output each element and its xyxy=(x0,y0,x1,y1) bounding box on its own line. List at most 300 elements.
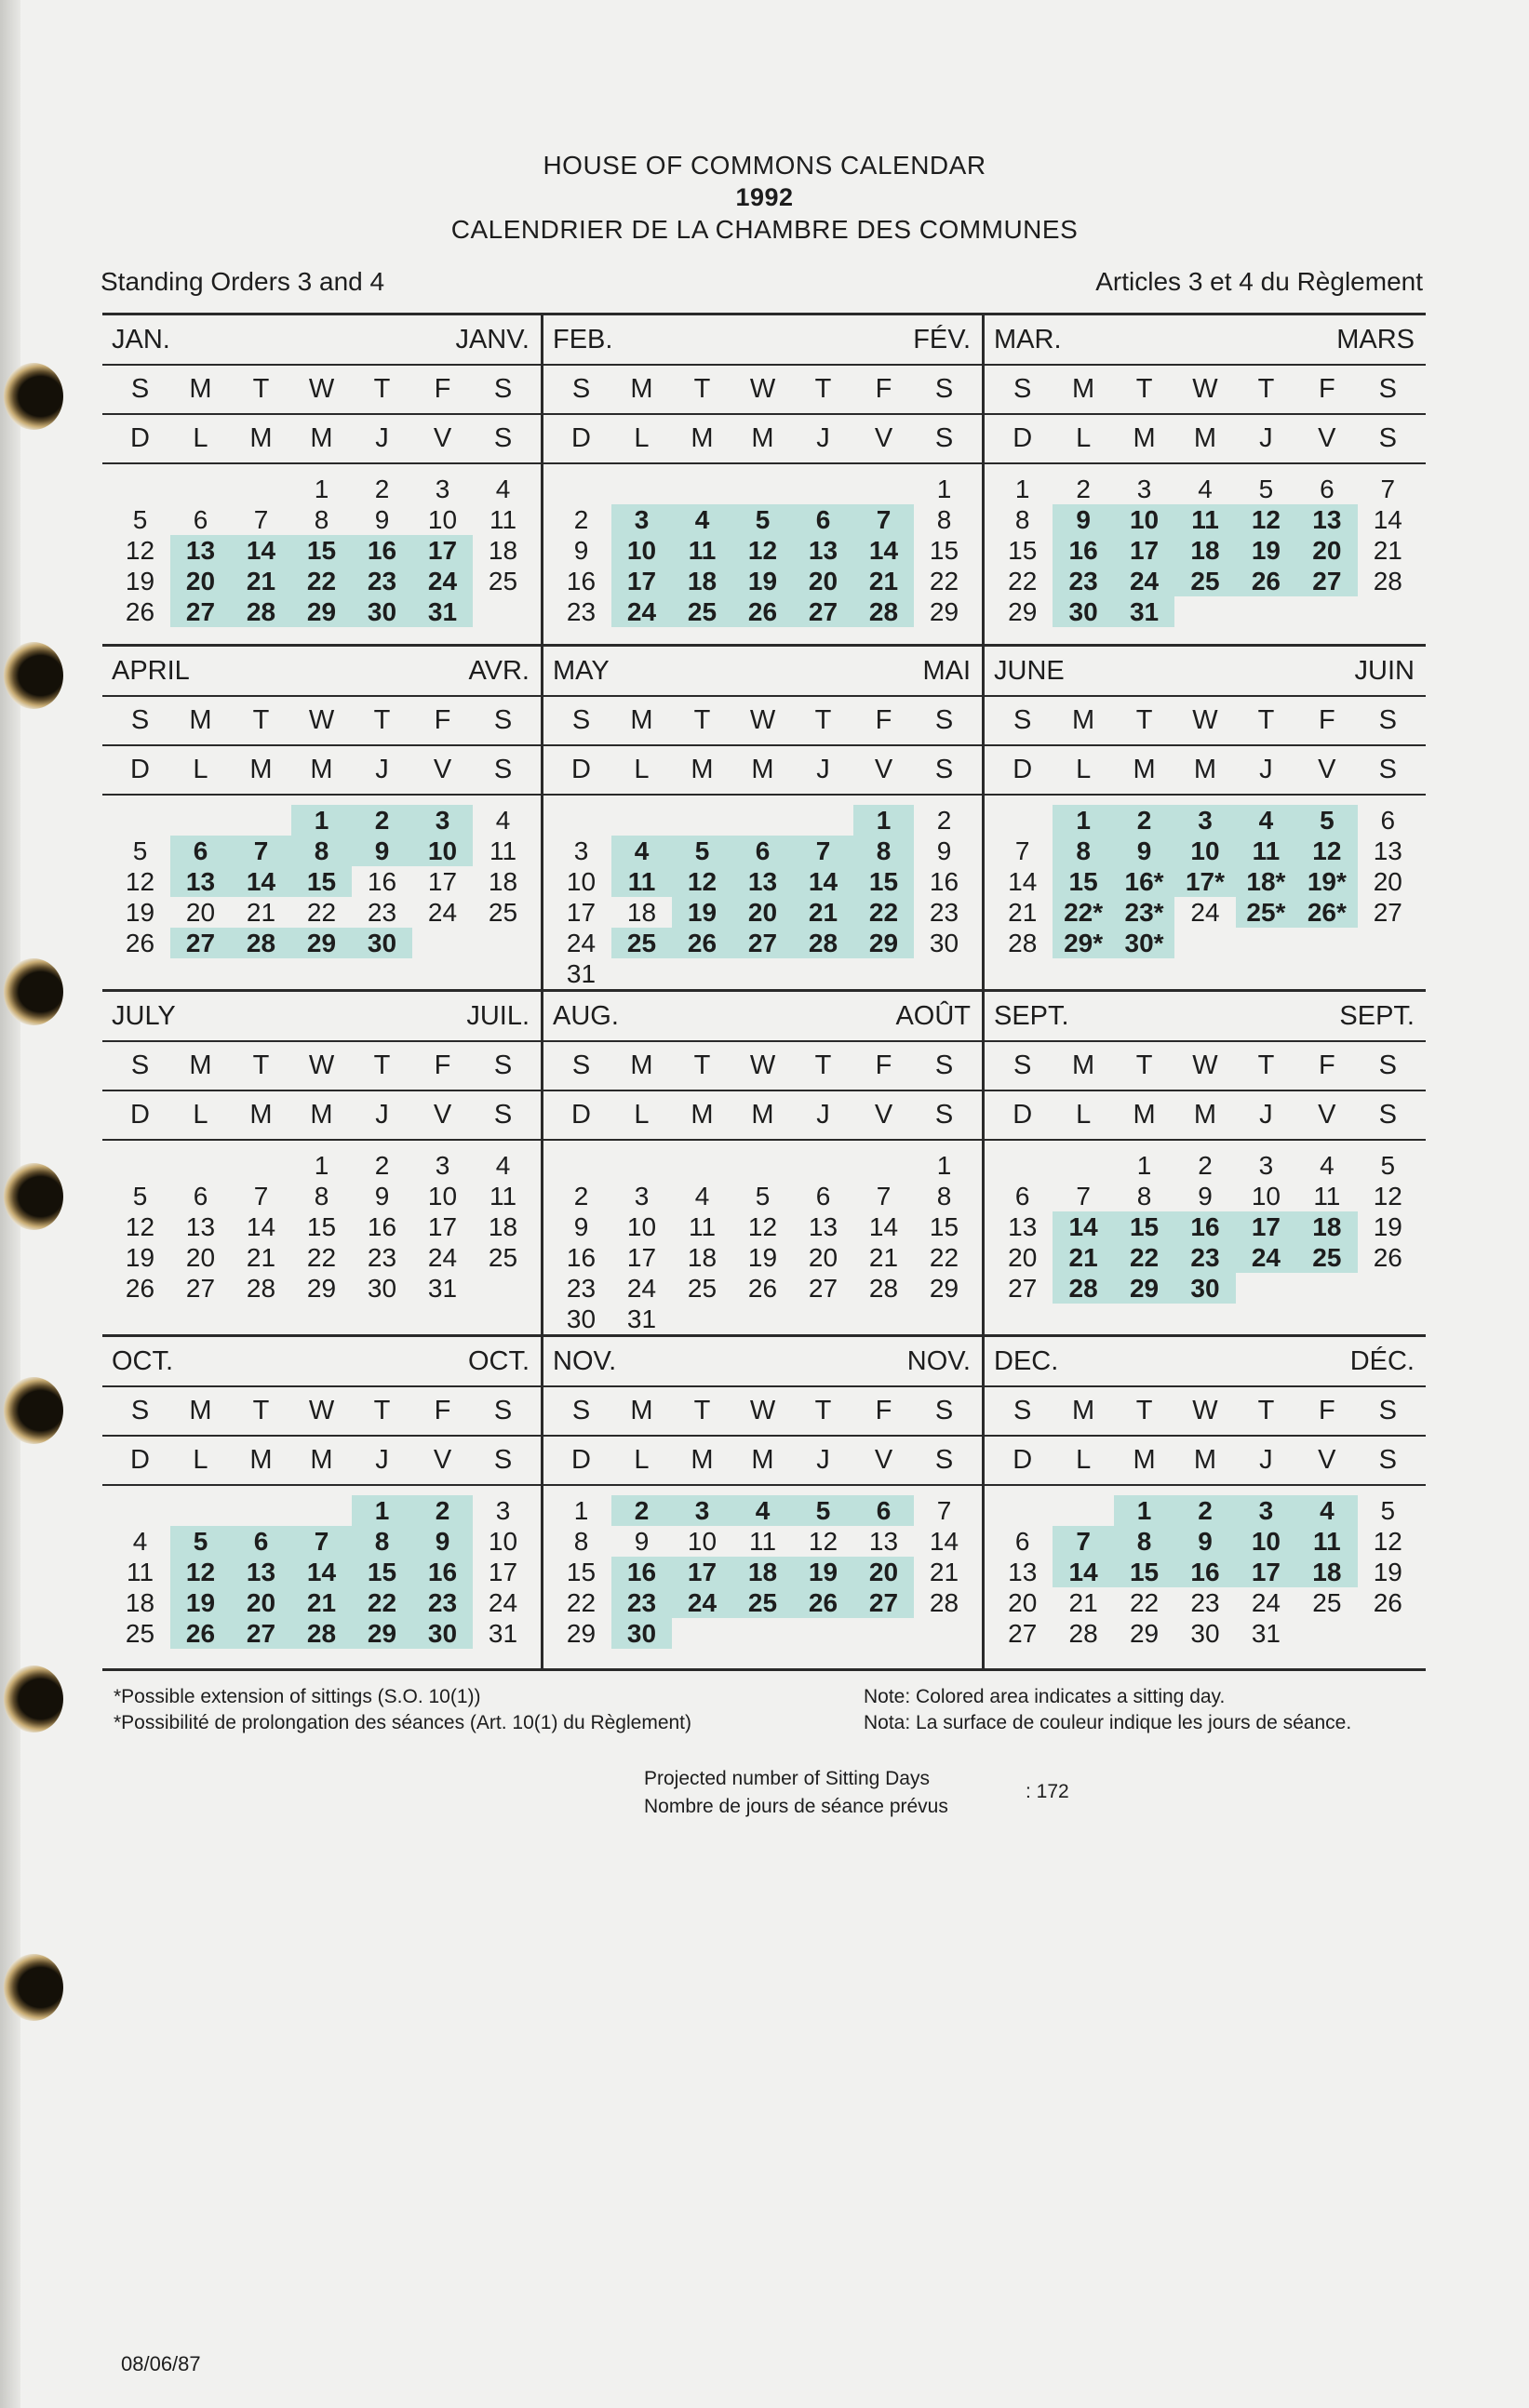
day-cell: 28 xyxy=(246,1274,276,1303)
day-cell: 4 xyxy=(495,806,511,835)
weekday-header-fr xyxy=(985,1437,1426,1486)
empty-cell xyxy=(732,1618,793,1649)
day-cell: 8 xyxy=(291,836,352,866)
week-row xyxy=(551,1557,974,1587)
day-cell: 5 xyxy=(793,1495,853,1526)
weekday-label: T xyxy=(373,1050,391,1080)
weekday-label: S xyxy=(493,374,513,404)
empty-cell xyxy=(853,1150,914,1181)
day-cell: 9 xyxy=(634,1527,650,1556)
empty-cell xyxy=(672,958,732,989)
day-cell: 3 xyxy=(573,836,589,865)
day-cell: 21 xyxy=(1068,1588,1098,1617)
weekday-label: V xyxy=(433,755,452,784)
weekday-label: D xyxy=(571,423,591,453)
day-cell: 9 xyxy=(1053,504,1113,535)
month-days xyxy=(985,464,1426,627)
month-days xyxy=(543,1141,982,1334)
day-cell: 15 xyxy=(566,1558,597,1586)
day-cell: 12 xyxy=(1236,504,1296,535)
week-row xyxy=(110,1150,533,1181)
weekday-label: L xyxy=(634,1445,650,1475)
day-cell: 22 xyxy=(1129,1588,1160,1617)
week-row xyxy=(551,1495,974,1526)
day-cell: 16 xyxy=(611,1557,672,1587)
day-cell: 23 xyxy=(566,1274,597,1303)
day-cell: 10 xyxy=(611,535,672,566)
week-row xyxy=(551,566,974,596)
month-name-fr: OCT. xyxy=(467,1345,530,1376)
month-days xyxy=(102,1486,541,1649)
weekday-label: M xyxy=(1133,755,1156,784)
day-cell: 8 xyxy=(1114,1526,1174,1557)
weekday-label: S xyxy=(1378,705,1397,735)
day-cell: 25 xyxy=(1296,1242,1357,1273)
day-cell: 6 xyxy=(231,1526,291,1557)
month-header xyxy=(985,992,1426,1042)
day-cell: 16 xyxy=(1174,1557,1235,1587)
day-cell: 26 xyxy=(793,1587,853,1618)
weekday-label: M xyxy=(1133,423,1156,453)
weekday-label: S xyxy=(493,1050,513,1080)
month-name-fr: FÉV. xyxy=(913,324,971,355)
standing-orders-fr: Articles 3 et 4 du Règlement xyxy=(1095,267,1423,296)
weekday-label: T xyxy=(693,374,711,404)
day-cell: 18 xyxy=(672,566,732,596)
day-cell: 12 xyxy=(808,1527,838,1556)
day-cell: 19 xyxy=(1236,535,1296,566)
day-cell: 12 xyxy=(125,536,155,565)
weekday-label: S xyxy=(934,1396,954,1425)
month-header xyxy=(543,1337,982,1387)
day-cell: 5 xyxy=(132,836,148,865)
day-cell: 12 xyxy=(672,866,732,897)
day-cell: 23 xyxy=(929,898,959,927)
day-cell: 14 xyxy=(231,535,291,566)
weekday-label: J xyxy=(816,755,830,784)
month-days xyxy=(543,464,982,627)
month-days xyxy=(543,796,982,989)
weekday-label: S xyxy=(130,1396,150,1425)
empty-cell xyxy=(110,1150,170,1181)
binder-hole-4 xyxy=(4,1163,63,1230)
day-cell: 29 xyxy=(291,596,352,627)
day-cell: 29 xyxy=(1008,597,1038,626)
day-cell: 4 xyxy=(672,504,732,535)
day-cell: 16 xyxy=(1174,1211,1235,1242)
weekday-label: M xyxy=(189,1396,212,1425)
day-cell: 11 xyxy=(489,1182,517,1211)
empty-cell xyxy=(611,474,672,504)
day-cell: 22 xyxy=(566,1588,597,1617)
empty-cell xyxy=(1296,1618,1357,1649)
empty-cell xyxy=(1358,1273,1418,1304)
title-french: CALENDRIER DE LA CHAMBRE DES COMMUNES xyxy=(450,215,1079,244)
weekday-label: F xyxy=(875,1050,892,1080)
standing-orders-en: Standing Orders 3 and 4 xyxy=(101,267,385,296)
day-cell: 7 xyxy=(876,1182,892,1211)
week-row xyxy=(992,1618,1418,1649)
weekday-label: S xyxy=(1378,374,1397,404)
weekday-label: W xyxy=(1192,1050,1218,1080)
weekday-label: J xyxy=(375,755,389,784)
month-11 xyxy=(985,1337,1426,1668)
weekday-label: J xyxy=(816,1100,830,1130)
day-cell: 23 xyxy=(566,597,597,626)
weekday-label: M xyxy=(751,1100,774,1130)
day-cell: 25 xyxy=(488,567,518,595)
weekday-label: M xyxy=(691,423,714,453)
day-cell: 5 xyxy=(132,1182,148,1211)
day-cell: 17 xyxy=(427,867,458,896)
day-cell: 1 xyxy=(291,805,352,836)
day-cell: 23 xyxy=(412,1587,473,1618)
day-cell: 8 xyxy=(1014,505,1030,534)
day-cell: 27 xyxy=(231,1618,291,1649)
day-cell: 16* xyxy=(1114,866,1174,897)
empty-cell xyxy=(914,958,974,989)
weekday-label: M xyxy=(751,423,774,453)
day-cell: 2 xyxy=(936,806,952,835)
month-days xyxy=(985,1486,1426,1649)
day-cell: 25* xyxy=(1236,897,1296,928)
day-cell: 7 xyxy=(1053,1526,1113,1557)
day-cell: 30 xyxy=(1053,596,1113,627)
day-cell: 30 xyxy=(929,929,959,957)
weekday-header-fr xyxy=(543,1091,982,1141)
empty-cell xyxy=(291,1495,352,1526)
month-name-fr: AVR. xyxy=(468,655,530,686)
week-row xyxy=(992,1150,1418,1181)
empty-cell xyxy=(231,1495,291,1526)
day-cell: 27 xyxy=(1373,898,1402,927)
weekday-header-fr xyxy=(985,746,1426,796)
empty-cell xyxy=(793,958,853,989)
footnote-extension-fr: *Possibilité de prolongation des séances (Art. 10(1) du Règlement) xyxy=(114,1712,692,1733)
month-header xyxy=(102,647,541,697)
day-cell: 29 xyxy=(291,928,352,958)
day-cell: 18 xyxy=(488,1212,518,1241)
day-cell: 10 xyxy=(1174,836,1235,866)
week-row xyxy=(110,805,533,836)
day-cell: 28 xyxy=(1068,1619,1098,1648)
week-row xyxy=(992,928,1418,958)
day-cell: 2 xyxy=(1198,1151,1213,1180)
day-cell: 6 xyxy=(793,504,853,535)
day-cell: 15 xyxy=(306,1212,337,1241)
month-name-en: NOV. xyxy=(553,1345,617,1376)
day-cell: 11 xyxy=(489,505,517,534)
week-row xyxy=(551,1181,974,1211)
empty-cell xyxy=(110,1495,170,1526)
weekday-label: J xyxy=(1259,423,1273,453)
day-cell: 22 xyxy=(306,1243,337,1272)
day-cell: 14 xyxy=(868,1212,899,1241)
empty-cell xyxy=(1174,928,1235,958)
day-cell: 11 xyxy=(126,1558,154,1586)
weekday-label: W xyxy=(308,1050,335,1080)
day-cell: 3 xyxy=(435,475,450,503)
day-cell: 17 xyxy=(488,1558,518,1586)
month-name-fr: JUIN xyxy=(1354,655,1415,686)
day-cell: 5 xyxy=(1296,805,1357,836)
weekday-label: S xyxy=(934,374,954,404)
day-cell: 25 xyxy=(1312,1588,1342,1617)
day-cell: 3 xyxy=(1136,475,1152,503)
weekday-label: V xyxy=(874,423,893,453)
day-cell: 27 xyxy=(1008,1619,1038,1648)
week-row xyxy=(551,897,974,928)
day-cell: 16 xyxy=(566,567,597,595)
weekday-label: S xyxy=(130,705,150,735)
day-cell: 17 xyxy=(566,898,597,927)
day-cell: 17 xyxy=(1236,1211,1296,1242)
month-name-en: JUNE xyxy=(994,655,1065,686)
day-cell: 30 xyxy=(566,1304,597,1333)
weekday-label: T xyxy=(1257,705,1275,735)
weekday-label: M xyxy=(249,1445,273,1475)
empty-cell xyxy=(1236,596,1296,627)
day-cell: 10 xyxy=(488,1527,518,1556)
weekday-label: T xyxy=(252,374,270,404)
day-cell: 2 xyxy=(374,475,390,503)
day-cell: 6 xyxy=(1014,1527,1030,1556)
month-header xyxy=(102,1337,541,1387)
day-cell: 24 xyxy=(611,596,672,627)
empty-cell xyxy=(1053,1150,1113,1181)
day-cell: 3 xyxy=(435,1151,450,1180)
day-cell: 24 xyxy=(672,1587,732,1618)
day-cell: 21 xyxy=(231,566,291,596)
empty-cell xyxy=(110,474,170,504)
day-cell: 29 xyxy=(566,1619,597,1648)
week-row xyxy=(551,1242,974,1273)
empty-cell xyxy=(231,1150,291,1181)
day-cell: 9 xyxy=(412,1526,473,1557)
weekday-label: M xyxy=(1133,1445,1156,1475)
day-cell: 31 xyxy=(1114,596,1174,627)
day-cell: 13 xyxy=(1296,504,1357,535)
weekday-label: V xyxy=(1318,1100,1336,1130)
week-row xyxy=(551,1150,974,1181)
day-cell: 9 xyxy=(374,505,390,534)
day-cell: 2 xyxy=(352,805,412,836)
weekday-label: T xyxy=(814,1050,832,1080)
weekday-label: T xyxy=(693,1050,711,1080)
footnote-extension-en: *Possible extension of sittings (S.O. 10(1)) xyxy=(114,1686,481,1707)
binder-hole-7 xyxy=(4,1954,63,2021)
empty-cell xyxy=(551,474,611,504)
day-cell: 17 xyxy=(427,1212,458,1241)
weekday-header-en xyxy=(102,1387,541,1437)
day-cell: 7 xyxy=(1076,1182,1091,1211)
weekday-header-en xyxy=(543,697,982,746)
week-row xyxy=(992,566,1418,596)
empty-cell xyxy=(473,596,533,627)
day-cell: 20 xyxy=(185,898,216,927)
day-cell: 21 xyxy=(793,897,853,928)
weekday-label: D xyxy=(571,1100,591,1130)
day-cell: 4 xyxy=(1198,475,1213,503)
weekday-header-en xyxy=(102,697,541,746)
weekday-label: T xyxy=(814,1396,832,1425)
day-cell: 15 xyxy=(1114,1557,1174,1587)
day-cell: 20 xyxy=(808,1243,838,1272)
weekday-label: L xyxy=(1076,423,1092,453)
weekday-label: M xyxy=(751,1445,774,1475)
weekday-label: S xyxy=(571,1050,591,1080)
day-cell: 8 xyxy=(853,836,914,866)
empty-cell xyxy=(672,805,732,836)
month-name-en: JULY xyxy=(112,1000,176,1031)
weekday-label: S xyxy=(1013,374,1032,404)
month-header xyxy=(543,315,982,366)
day-cell: 7 xyxy=(936,1496,952,1525)
day-cell: 1 xyxy=(1136,1151,1152,1180)
week-row xyxy=(110,474,533,504)
weekday-label: M xyxy=(630,1396,653,1425)
day-cell: 4 xyxy=(495,475,511,503)
week-row xyxy=(551,504,974,535)
month-name-en: OCT. xyxy=(112,1345,174,1376)
day-cell: 20 xyxy=(1008,1588,1038,1617)
empty-cell xyxy=(732,805,793,836)
day-cell: 6 xyxy=(170,836,231,866)
week-row xyxy=(551,1526,974,1557)
weekday-label: M xyxy=(1072,1050,1095,1080)
day-cell: 18* xyxy=(1236,866,1296,897)
day-cell: 1 xyxy=(1053,805,1113,836)
day-cell: 4 xyxy=(694,1182,710,1211)
day-cell: 23 xyxy=(1053,566,1113,596)
day-cell: 11 xyxy=(688,1212,717,1241)
weekday-label: S xyxy=(934,705,954,735)
weekday-header-fr xyxy=(102,1437,541,1486)
day-cell: 14 xyxy=(291,1557,352,1587)
week-row xyxy=(110,596,533,627)
weekday-header-en xyxy=(543,1042,982,1091)
day-cell: 22 xyxy=(853,897,914,928)
day-cell: 28 xyxy=(1008,929,1038,957)
day-cell: 1 xyxy=(1014,475,1030,503)
month-name-en: AUG. xyxy=(553,1000,619,1031)
day-cell: 12 xyxy=(1296,836,1357,866)
day-cell: 14 xyxy=(231,866,291,897)
day-cell: 20 xyxy=(185,1243,216,1272)
weekday-label: M xyxy=(1193,1100,1217,1130)
day-cell: 21 xyxy=(246,1243,276,1272)
day-cell: 20 xyxy=(853,1557,914,1587)
week-row xyxy=(110,1526,533,1557)
week-row xyxy=(110,1273,533,1304)
week-row xyxy=(992,1587,1418,1618)
month-days xyxy=(102,796,541,958)
day-cell: 9 xyxy=(374,1182,390,1211)
day-cell: 14 xyxy=(246,1212,276,1241)
weekday-header-en xyxy=(102,366,541,415)
empty-cell xyxy=(412,928,473,958)
day-cell: 18 xyxy=(125,1588,155,1617)
week-row xyxy=(992,1181,1418,1211)
week-row xyxy=(551,1273,974,1304)
day-cell: 7 xyxy=(291,1526,352,1557)
day-cell: 22* xyxy=(1053,897,1113,928)
day-cell: 3 xyxy=(1236,1495,1296,1526)
weekday-header-en xyxy=(102,1042,541,1091)
day-cell: 4 xyxy=(495,1151,511,1180)
day-cell: 29 xyxy=(1114,1273,1174,1304)
day-cell: 6 xyxy=(1320,475,1335,503)
day-cell: 10 xyxy=(427,505,458,534)
day-cell: 28 xyxy=(868,1274,899,1303)
weekday-label: S xyxy=(130,1050,150,1080)
weekday-header-en xyxy=(985,366,1426,415)
day-cell: 21 xyxy=(853,566,914,596)
projected-sitting-days-value: : 172 xyxy=(1026,1781,1069,1802)
day-cell: 15 xyxy=(291,535,352,566)
day-cell: 12 xyxy=(125,867,155,896)
empty-cell xyxy=(732,958,793,989)
day-cell: 7 xyxy=(231,836,291,866)
day-cell: 23 xyxy=(1190,1588,1220,1617)
weekday-label: M xyxy=(691,755,714,784)
day-cell: 26* xyxy=(1296,897,1357,928)
weekday-label: S xyxy=(493,1396,513,1425)
month-9 xyxy=(102,1337,543,1668)
day-cell: 17 xyxy=(611,566,672,596)
day-cell: 23 xyxy=(352,566,412,596)
day-cell: 6 xyxy=(1014,1182,1030,1211)
weekday-label: L xyxy=(634,1100,650,1130)
day-cell: 22 xyxy=(929,567,959,595)
week-row xyxy=(992,1242,1418,1273)
day-cell: 23* xyxy=(1114,897,1174,928)
weekday-label: V xyxy=(1318,1445,1336,1475)
day-cell: 17 xyxy=(1114,535,1174,566)
day-cell: 20 xyxy=(1296,535,1357,566)
month-header xyxy=(543,992,982,1042)
empty-cell xyxy=(170,805,231,836)
calendar-grid xyxy=(102,313,1426,1671)
day-cell: 5 xyxy=(1380,1151,1396,1180)
day-cell: 6 xyxy=(732,836,793,866)
month-days xyxy=(102,464,541,627)
empty-cell xyxy=(853,1304,914,1334)
day-cell: 24 xyxy=(626,1274,657,1303)
weekday-label: S xyxy=(571,705,591,735)
weekday-label: T xyxy=(814,374,832,404)
week-row xyxy=(110,1557,533,1587)
day-cell: 31 xyxy=(626,1304,657,1333)
day-cell: 5 xyxy=(132,505,148,534)
day-cell: 28 xyxy=(1053,1273,1113,1304)
month-name-en: MAR. xyxy=(994,324,1062,355)
weekday-label: F xyxy=(1318,705,1335,735)
day-cell: 1 xyxy=(936,475,952,503)
weekday-label: M xyxy=(189,374,212,404)
week-row xyxy=(992,1211,1418,1242)
weekday-header-fr xyxy=(102,415,541,464)
empty-cell xyxy=(793,474,853,504)
day-cell: 13 xyxy=(793,535,853,566)
day-cell: 29 xyxy=(306,1274,337,1303)
day-cell: 27 xyxy=(732,928,793,958)
day-cell: 11 xyxy=(1313,1182,1341,1211)
week-row xyxy=(992,805,1418,836)
weekday-label: D xyxy=(130,1445,150,1475)
day-cell: 24 xyxy=(566,929,597,957)
week-row xyxy=(110,504,533,535)
